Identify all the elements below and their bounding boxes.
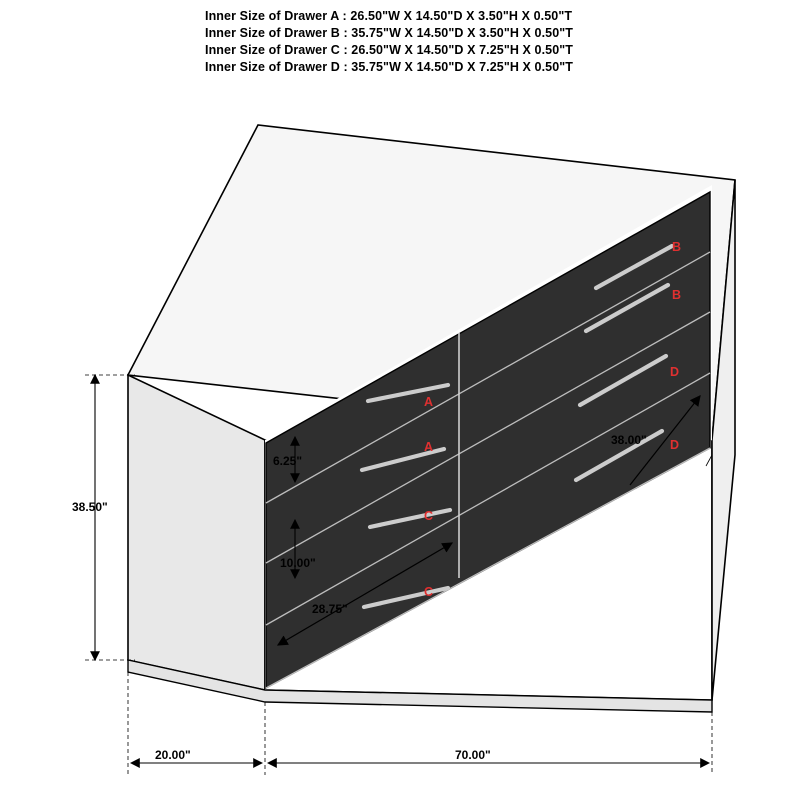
dimension-label-drawer-front-width: 28.75": [312, 602, 348, 616]
drawer-spec-line-b: Inner Size of Drawer B : 35.75"W X 14.50"D X 3.50"H X 0.50"T: [205, 26, 574, 40]
drawer-letter-callout: B: [672, 240, 682, 254]
drawer-letter-callout: D: [670, 438, 680, 452]
drawer-spec-line-a: Inner Size of Drawer A : 26.50"W X 14.50"D X 3.50"H X 0.50"T: [205, 9, 573, 23]
drawer-letter-callout: C: [424, 585, 434, 599]
drawer-letter-callout: D: [670, 365, 680, 379]
dimension-label-left-width: 20.00": [155, 748, 191, 762]
drawer-spec-line-d: Inner Size of Drawer D : 35.75"W X 14.50"D X 7.25"H X 0.50"T: [205, 60, 574, 74]
dimension-label-right-width: 70.00": [455, 748, 491, 762]
drawer-letter-callout: A: [424, 395, 434, 409]
drawer-letter-callout: B: [672, 288, 682, 302]
drawer-spec-line-c: Inner Size of Drawer C : 26.50"W X 14.50"D X 7.25"H X 0.50"T: [205, 43, 574, 57]
drawer-letter-callout: A: [424, 440, 434, 454]
dimension-label-large-drawer-height: 10.00": [280, 556, 316, 570]
dimension-label-depth: 38.00": [611, 433, 647, 447]
dimension-label-small-drawer-height: 6.25": [273, 454, 303, 468]
drawer-letter-callout: C: [424, 509, 434, 523]
dimension-label-overall-height: 38.50": [72, 500, 108, 514]
